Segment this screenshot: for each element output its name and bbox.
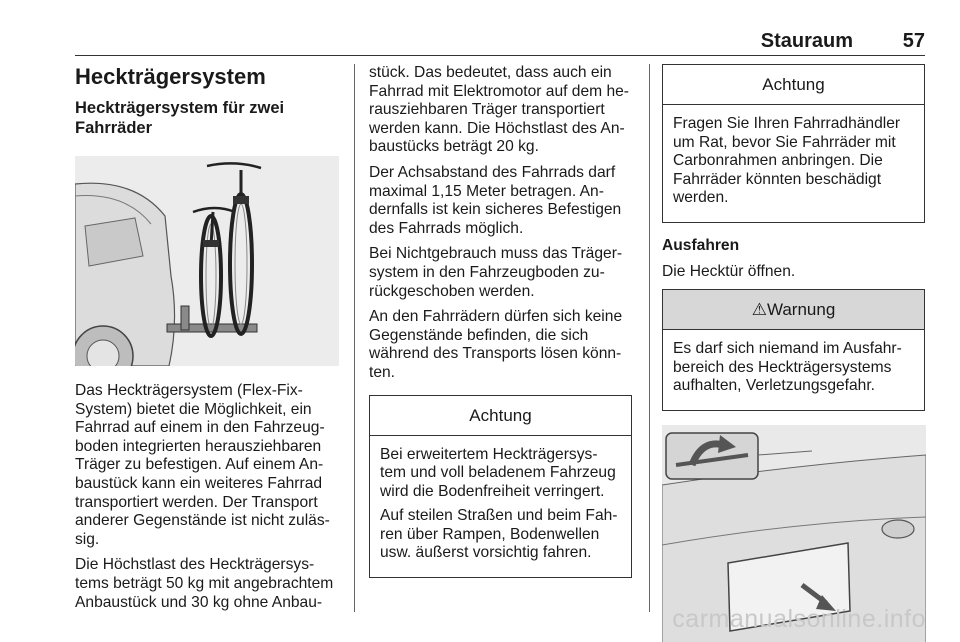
- caution-body: [370, 436, 631, 578]
- column-3: [662, 64, 925, 642]
- caution-box: [369, 395, 632, 579]
- paragraph: Die Höchstlast des Heckträgersys-tems beträgt 50 kg mit angebrachtem Anbaustück und 30 kg ohne Anbau-: [75, 556, 334, 611]
- subheading: Ausfahren: [662, 236, 740, 254]
- warning-text: Es darf sich niemand im Ausfahr-bereich des Heckträgersystems aufhalten, Verletzungsgefahr.: [673, 340, 902, 395]
- column-2: [369, 64, 632, 592]
- warning-icon: ⚠: [751, 300, 767, 320]
- caution-heading: Achtung: [370, 396, 631, 436]
- subsection-title: Heckträgersystem für zwei Fahrräder: [75, 99, 285, 137]
- bike-carrier-drawing: [75, 156, 339, 366]
- watermark: carmanualsonline.info: [672, 605, 926, 633]
- warning-heading: [663, 290, 924, 330]
- paragraph: stück. Das bedeutet, dass auch ein Fahrrad mit Elektromotor auf dem he-rausziehbaren Träger transportiert werden kann. Die Höchstlast des An-baustücks beträgt 20 kg.: [369, 64, 629, 156]
- caution-box: [662, 64, 925, 223]
- section-title: Heckträgersystem: [75, 64, 266, 89]
- caution-text: Auf steilen Straßen und beim Fah-ren über Rampen, Bodenwellen usw. äußerst vorsichtig fahren.: [380, 507, 618, 562]
- paragraph: Das Heckträgersystem (Flex-Fix-System) bietet die Möglichkeit, ein Fahrrad auf einem in den Fahrzeug-boden integrierten herausziehbaren Träger zu befestigen. Auf einem An-baustück kann ein weiteres Fahrrad transportiert werden. Der Transport anderer Gegenstände ist nicht zuläs-sig.: [75, 382, 330, 548]
- warning-box: [662, 289, 925, 411]
- caution-heading: Achtung: [663, 65, 924, 105]
- column-1: [75, 64, 341, 619]
- section-name: Stauraum: [760, 30, 853, 52]
- page-number: 57: [902, 30, 925, 52]
- paragraph: Bei Nichtgebrauch muss das Träger-system in den Fahrzeugboden zu-rückgeschoben werden.: [369, 245, 623, 300]
- caution-text: Bei erweitertem Heckträgersys-tem und voll beladenem Fahrzeug wird die Bodenfreiheit verringert.: [380, 445, 616, 500]
- bike-carrier-illustration: [75, 156, 339, 366]
- page-header: [75, 30, 925, 56]
- warning-heading-text: Warnung: [766, 300, 836, 320]
- warning-body: [663, 330, 924, 410]
- column-divider: [649, 64, 650, 612]
- paragraph: Der Achsabstand des Fahrrads darf maximal 1,15 Meter betragen. An-dernfalls ist kein sicheres Befestigen des Fahrrads möglich.: [369, 163, 622, 237]
- column-divider: [354, 64, 355, 612]
- paragraph: Die Hecktür öffnen.: [662, 262, 796, 280]
- caution-body: [663, 105, 924, 222]
- paragraph: An den Fahrrädern dürfen sich keine Gegenstände befinden, die sich während des Transports lösen könn-ten.: [369, 308, 623, 381]
- caution-text: Fragen Sie Ihren Fahrradhändler um Rat, bevor Sie Fahrräder mit Carbonrahmen anbringen. Die Fahrräder könnten beschädigt werden.: [673, 115, 901, 207]
